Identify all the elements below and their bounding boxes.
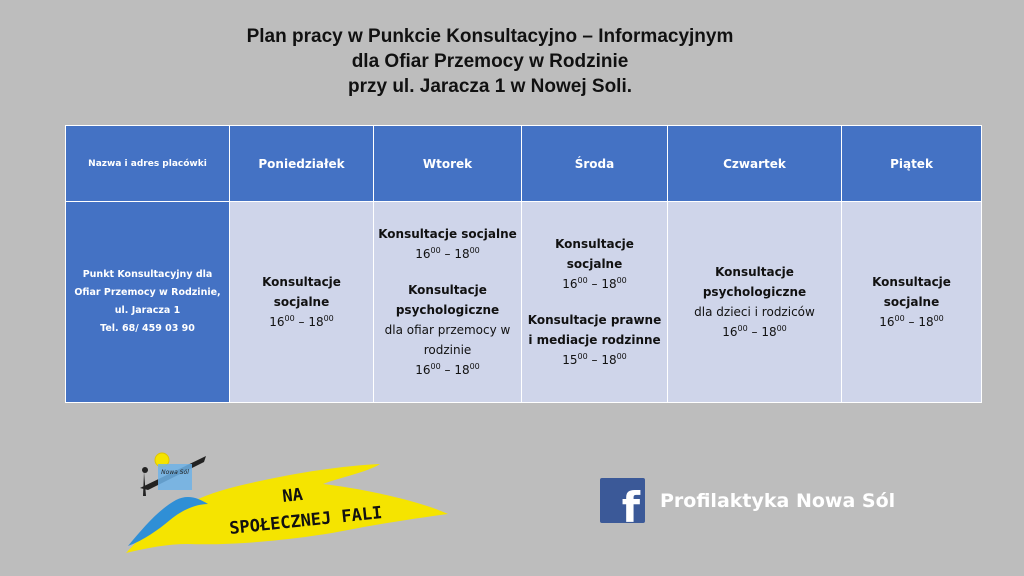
wednesday-cell xyxy=(522,202,668,403)
tuesday-hours-1: $16^{00} - 18^{00}$ xyxy=(415,246,480,261)
place-cell xyxy=(66,202,230,403)
wednesday-service-1: Konsultacje socjalne xyxy=(555,237,634,271)
tuesday-desc-2: rodzinie xyxy=(423,343,472,357)
header-tuesday: Wtorek xyxy=(374,126,522,202)
thursday-hours: $16^{00} - 18^{00}$ xyxy=(722,324,787,339)
monday-hours: $16^{00} - 18^{00}$ xyxy=(269,314,334,329)
place-line-2: Ofiar Przemocy w Rodzinie, xyxy=(74,287,221,298)
place-phone: Tel. 68/ 459 03 90 xyxy=(100,323,195,334)
header-name: Nazwa i adres placówki xyxy=(66,126,230,202)
tuesday-service-2b: psychologiczne xyxy=(395,303,500,317)
tuesday-service-1: Konsultacje socjalne xyxy=(378,227,517,241)
thursday-service-a: Konsultacje xyxy=(715,265,794,279)
badge-shape xyxy=(158,464,192,490)
na-spolecznej-fali-logo xyxy=(118,448,458,558)
facebook-label: Profilaktyka Nowa Sól xyxy=(660,489,896,512)
badge-text: Nowa Sól xyxy=(161,469,189,476)
place-line-1: Punkt Konsultacyjny dla xyxy=(82,269,213,280)
wednesday-service-2a: Konsultacje prawne xyxy=(527,313,662,327)
friday-cell xyxy=(842,202,982,403)
facebook-link[interactable] xyxy=(600,478,895,523)
thursday-service-b: psychologiczne xyxy=(702,285,807,299)
tuesday-service-2a: Konsultacje xyxy=(408,283,487,297)
title-line-1: Plan pracy w Punkcie Konsultacyjno – Informacyjnym xyxy=(246,26,734,47)
table-row xyxy=(66,202,982,403)
page-title xyxy=(0,24,980,99)
header-wednesday: Środa xyxy=(522,126,668,202)
header-friday: Piątek xyxy=(842,126,982,202)
friday-hours: $16^{00} - 18^{00}$ xyxy=(879,314,944,329)
paddle-icon xyxy=(143,472,146,496)
header-thursday: Czwartek xyxy=(668,126,842,202)
tuesday-hours-2: $16^{00} - 18^{00}$ xyxy=(415,362,480,377)
logo-text-na: NA xyxy=(281,484,304,507)
thursday-cell xyxy=(668,202,842,403)
monday-cell xyxy=(230,202,374,403)
rower-icon xyxy=(142,467,148,473)
tuesday-desc-1: dla ofiar przemocy w xyxy=(384,323,511,337)
friday-service: Konsultacje socjalne xyxy=(872,275,951,309)
table-header-row xyxy=(66,126,982,202)
place-line-3: ul. Jaracza 1 xyxy=(114,305,181,316)
title-line-2: dla Ofiar Przemocy w Rodzinie xyxy=(351,51,629,72)
thursday-desc: dla dzieci i rodziców xyxy=(694,305,815,319)
logo-text-fali: SPOŁECZNEJ FALI xyxy=(228,503,384,539)
wednesday-service-2b: i mediacje rodzinne xyxy=(528,333,661,347)
header-monday: Poniedziałek xyxy=(230,126,374,202)
facebook-icon: f xyxy=(600,478,645,523)
wednesday-hours-2: $15^{00} - 18^{00}$ xyxy=(562,352,627,367)
tuesday-cell xyxy=(374,202,522,403)
schedule-table xyxy=(65,125,982,403)
title-line-3: przy ul. Jaracza 1 w Nowej Soli. xyxy=(347,76,633,97)
monday-service: Konsultacje socjalne xyxy=(262,275,341,309)
wednesday-hours-1: $16^{00} - 18^{00}$ xyxy=(562,276,627,291)
